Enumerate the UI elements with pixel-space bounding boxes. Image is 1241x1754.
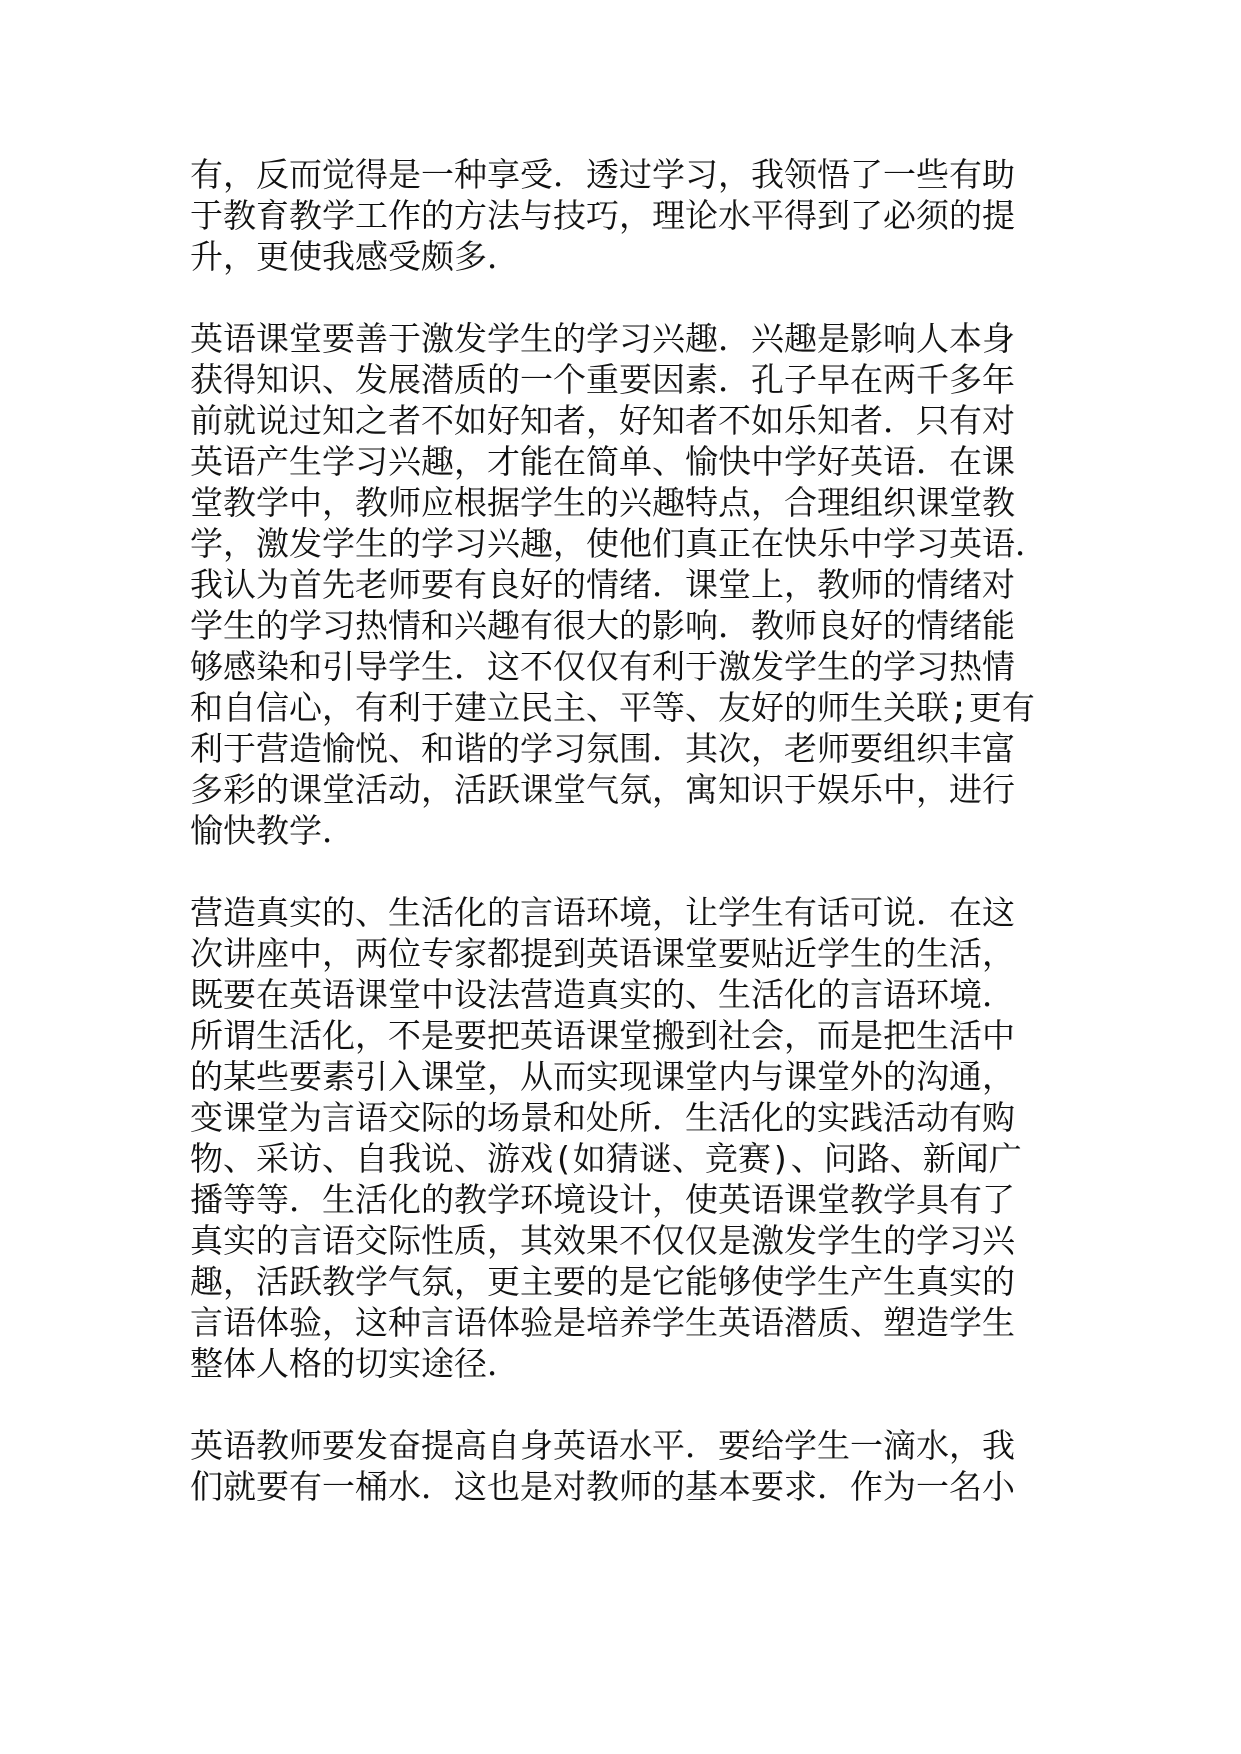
paragraph-line: 们就要有一桶水．这也是对教师的基本要求．作为一名小 (190, 1467, 1015, 1506)
paragraph-line: 整体人格的切实途径． (190, 1344, 520, 1383)
paragraph (190, 892, 1070, 1384)
paragraph-line: 英语教师要发奋提高自身英语水平．要给学生一滴水，我 (190, 1426, 1015, 1465)
paragraph-line: 前就说过知之者不如好知者，好知者不如乐知者．只有对 (190, 401, 1015, 440)
paragraph-line: 学，激发学生的学习兴趣，使他们真正在快乐中学习英语． (190, 524, 1048, 563)
paragraph-line: 愉快教学． (190, 811, 355, 850)
paragraph-line: 次讲座中，两位专家都提到英语课堂要贴近学生的生活， (190, 934, 1015, 973)
document-body (190, 154, 1070, 1548)
paragraph-line: 够感染和引导学生．这不仅仅有利于激发学生的学习热情 (190, 647, 1015, 686)
paragraph-line: 利于营造愉悦、和谐的学习氛围．其次，老师要组织丰富 (190, 729, 1015, 768)
paragraph (190, 1425, 1070, 1507)
paragraph-line: 真实的言语交际性质，其效果不仅仅是激发学生的学习兴 (190, 1221, 1015, 1260)
paragraph-line: 升，更使我感受颇多． (190, 237, 520, 276)
paragraph-line: 多彩的课堂活动，活跃课堂气氛，寓知识于娱乐中，进行 (190, 770, 1015, 809)
paragraph-line: 我认为首先老师要有良好的情绪．课堂上，教师的情绪对 (190, 565, 1015, 604)
paragraph-line: 变课堂为言语交际的场景和处所．生活化的实践活动有购 (190, 1098, 1015, 1137)
paragraph-line: 于教育教学工作的方法与技巧，理论水平得到了必须的提 (190, 196, 1015, 235)
paragraph-line: 既要在英语课堂中设法营造真实的、生活化的言语环境． (190, 975, 1015, 1014)
paragraph (190, 154, 1070, 277)
paragraph-line: 物、采访、自我说、游戏(如猜谜、竞赛)、问路、新闻广 (190, 1139, 1022, 1178)
paragraph-line: 营造真实的、生活化的言语环境，让学生有话可说．在这 (190, 893, 1015, 932)
paragraph-line: 获得知识、发展潜质的一个重要因素．孔子早在两千多年 (190, 360, 1015, 399)
paragraph-line: 有，反而觉得是一种享受．透过学习，我领悟了一些有助 (190, 155, 1015, 194)
paragraph-line: 言语体验，这种言语体验是培养学生英语潜质、塑造学生 (190, 1303, 1015, 1342)
paragraph-line: 播等等．生活化的教学环境设计，使英语课堂教学具有了 (190, 1180, 1015, 1219)
paragraph-line: 学生的学习热情和兴趣有很大的影响．教师良好的情绪能 (190, 606, 1015, 645)
paragraph (190, 318, 1070, 851)
paragraph-line: 堂教学中，教师应根据学生的兴趣特点，合理组织课堂教 (190, 483, 1015, 522)
paragraph-line: 英语课堂要善于激发学生的学习兴趣．兴趣是影响人本身 (190, 319, 1015, 358)
paragraph-line: 英语产生学习兴趣，才能在简单、愉快中学好英语．在课 (190, 442, 1015, 481)
paragraph-line: 的某些要素引入课堂，从而实现课堂内与课堂外的沟通， (190, 1057, 1015, 1096)
paragraph-line: 趣，活跃教学气氛，更主要的是它能够使学生产生真实的 (190, 1262, 1015, 1301)
paragraph-line: 和自信心，有利于建立民主、平等、友好的师生关联;更有 (190, 688, 1035, 727)
paragraph-line: 所谓生活化，不是要把英语课堂搬到社会，而是把生活中 (190, 1016, 1015, 1055)
